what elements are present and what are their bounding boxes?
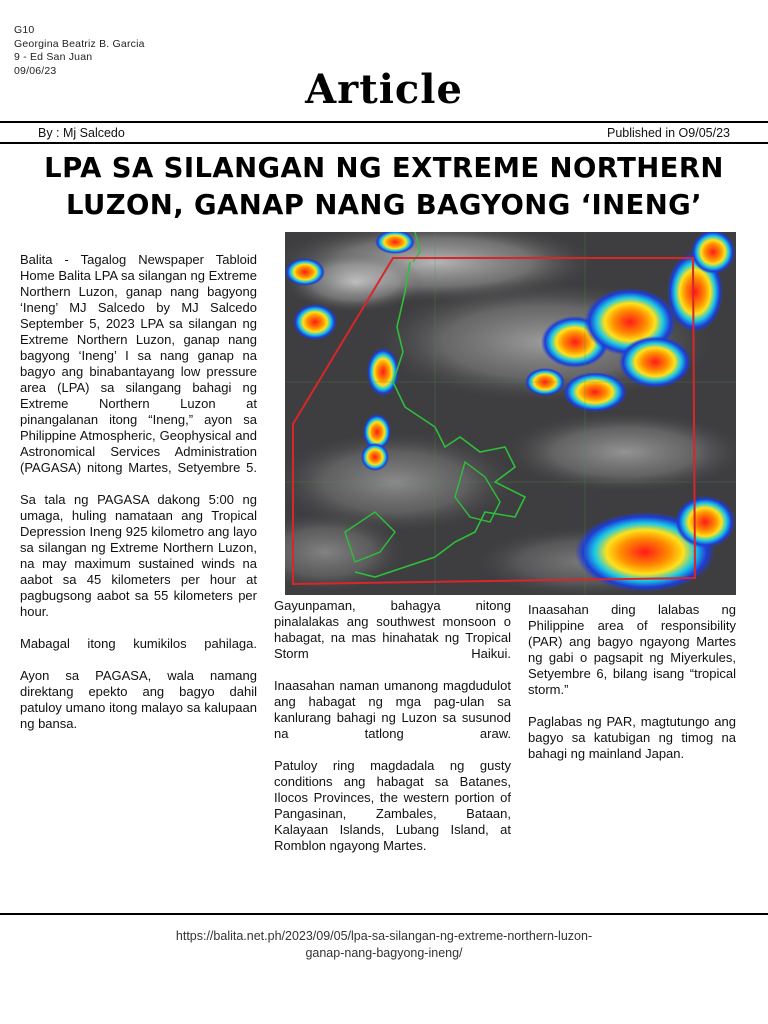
paragraph: Inaasahan naman umanong magdudulot ang habagat ng mga pag-ulan sa kanlurang bahagi ng Luzon sa susunod na tatlong araw.: [274, 678, 511, 741]
paragraph: Inaasahan ding lalabas ng Philippine area of responsibility (PAR) ang bagyo ngayong Martes ng gabi o pagsapit ng Miyerkules, Setyembre 6, bilang isang “tropical storm.”: [528, 602, 736, 697]
paragraph: Patuloy ring magdadala ng gusty conditions ang habagat sa Batanes, Ilocos Provinces, the western portion of Pangasinan, Zambales, Bataan, Kalayaan Islands, Lubang Island, at Romblon ngayong Martes.: [274, 758, 511, 853]
bottom-rule: [0, 142, 768, 144]
headline-line-2: LUZON, GANAP NANG BAGYONG ‘INENG’: [66, 189, 702, 221]
source-url-line-2[interactable]: ganap-nang-bagyong-ineng/: [305, 946, 463, 960]
article-column-2: [274, 598, 511, 870]
submission-date: 09/06/23: [14, 64, 57, 77]
headline-line-1: LPA SA SILANGAN NG EXTREME NORTHERN: [44, 152, 724, 184]
paragraph: Paglabas ng PAR, magtutungo ang bagyo sa katubigan ng timog na bahagi ng mainland Japan.: [528, 714, 736, 761]
satellite-image: [285, 232, 736, 595]
paragraph: Sa tala ng PAGASA dakong 5:00 ng umaga, huling namataan ang Tropical Depression Ineng 925 kilometro ang layo sa silangan ng Extreme Northern Luzon, na may maximum sustained winds na aabot sa 45 kilometers per hour at pagbugsong aabot sa 55 kilometers per hour.: [20, 492, 257, 619]
top-rule: [0, 121, 768, 123]
published-date: Published in O9/05/23: [606, 126, 730, 140]
paragraph: Balita - Tagalog Newspaper Tabloid Home Balita LPA sa silangan ng Extreme Northern Luzon, ganap nang bagyong ‘Ineng’ MJ Salcedo by MJ Salcedo September 5, 2023 LPA sa silangan ng Extreme Northern Luzon, ganap nang bagyong ‘Ineng’ I sa nang ganap na bagyo ang binabantayang low pressure area (LPA) sa silangang bahagi ng Extreme Northern Luzon at pinangalanan itong “Ineng,” ayon sa Philippine Atmospheric, Geophysical and Astronomical Services Administration (PAGASA) nitong Martes, Setyembre 5.: [20, 252, 257, 475]
masthead: Article: [305, 66, 463, 113]
student-name: Georgina Beatriz B. Garcia: [14, 37, 145, 50]
byline: By : Mj Salcedo: [38, 126, 125, 140]
paragraph: Ayon sa PAGASA, wala namang direktang epekto ang bagyo dahil patuloy umano itong malayo sa kalupaan ng bansa.: [20, 668, 257, 731]
section: 9 - Ed San Juan: [14, 51, 93, 63]
source-link[interactable]: [0, 928, 768, 962]
footer-rule: [0, 913, 768, 915]
paragraph: Gayunpaman, bahagya nitong pinalalakas ang southwest monsoon o habagat, na mas hinahatak ng Tropical Storm Haikui.: [274, 598, 511, 661]
article-column-1: [20, 252, 257, 748]
headline: [0, 150, 768, 224]
source-url-line-1[interactable]: https://balita.net.ph/2023/09/05/lpa-sa-silangan-ng-extreme-northern-luzon-: [175, 929, 593, 943]
paragraph: Mabagal itong kumikilos pahilaga.: [20, 636, 257, 651]
grade: G10: [14, 24, 35, 36]
article-column-3: [528, 602, 736, 778]
